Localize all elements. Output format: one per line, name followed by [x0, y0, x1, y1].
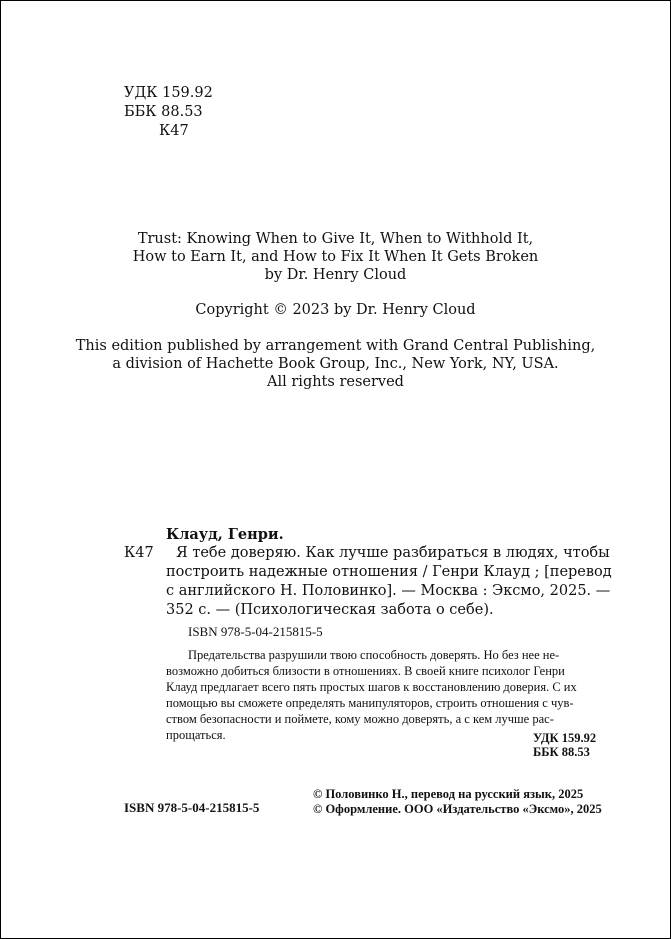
annotation-line-2: возможно добиться близости в отношениях. В своей книге психолог Генри: [166, 664, 565, 678]
author-mark: К47: [159, 123, 189, 139]
annotation-line-3: Клауд предлагает всего пять простых шагов к восстановлению доверия. С их: [166, 680, 577, 694]
arrangement-line-1: This edition published by arrangement with Grand Central Publishing,: [75, 338, 596, 354]
original-copyright: Copyright © 2023 by Dr. Henry Cloud: [195, 302, 476, 318]
annotation-line-6: прощаться.: [166, 728, 226, 742]
catalog-mark: К47: [124, 545, 154, 561]
catalog-author: Клауд, Генри.: [166, 526, 284, 543]
original-title-line-1: Trust: Knowing When to Give It, When to Withhold It,: [137, 231, 534, 247]
translation-copyright: © Половинко Н., перевод на русский язык, 2025: [313, 787, 584, 801]
bbk-code: ББК 88.53: [124, 104, 203, 120]
catalog-description-line-2: построить надежные отношения / Генри Клауд ; [перевод: [166, 564, 612, 580]
annotation-line-4: помощью вы сможете определять манипуляторов, строить отношения с чув-: [166, 696, 574, 710]
catalog-udk: УДК 159.92: [533, 731, 597, 745]
catalog-isbn: ISBN 978-5-04-215815-5: [188, 624, 323, 639]
annotation-line-1: Предательства разрушили твою способность доверять. Но без нее не-: [188, 648, 560, 662]
catalog-bbk: ББК 88.53: [533, 745, 590, 759]
udk-code: УДК 159.92: [124, 85, 213, 101]
arrangement-line-2: a division of Hachette Book Group, Inc., New York, NY, USA.: [112, 356, 559, 372]
footer-isbn: ISBN 978-5-04-215815-5: [124, 800, 260, 815]
catalog-description-line-1: Я тебе доверяю. Как лучше разбираться в людях, чтобы: [176, 545, 610, 561]
annotation-line-5: ством безопасности и поймете, кому можно доверять, а с кем лучше рас-: [166, 712, 554, 726]
catalog-description-line-4: 352 с. — (Психологическая забота о себе).: [166, 602, 494, 618]
original-author-line: by Dr. Henry Cloud: [264, 267, 407, 283]
design-copyright: © Оформление. ООО «Издательство «Эксмо», 2025: [313, 802, 602, 816]
catalog-description-line-3: с английского Н. Половинко]. — Москва : Эксмо, 2025. —: [166, 583, 611, 599]
rights-reserved: All rights reserved: [267, 374, 404, 390]
original-title-line-2: How to Earn It, and How to Fix It When It Gets Broken: [132, 249, 539, 265]
